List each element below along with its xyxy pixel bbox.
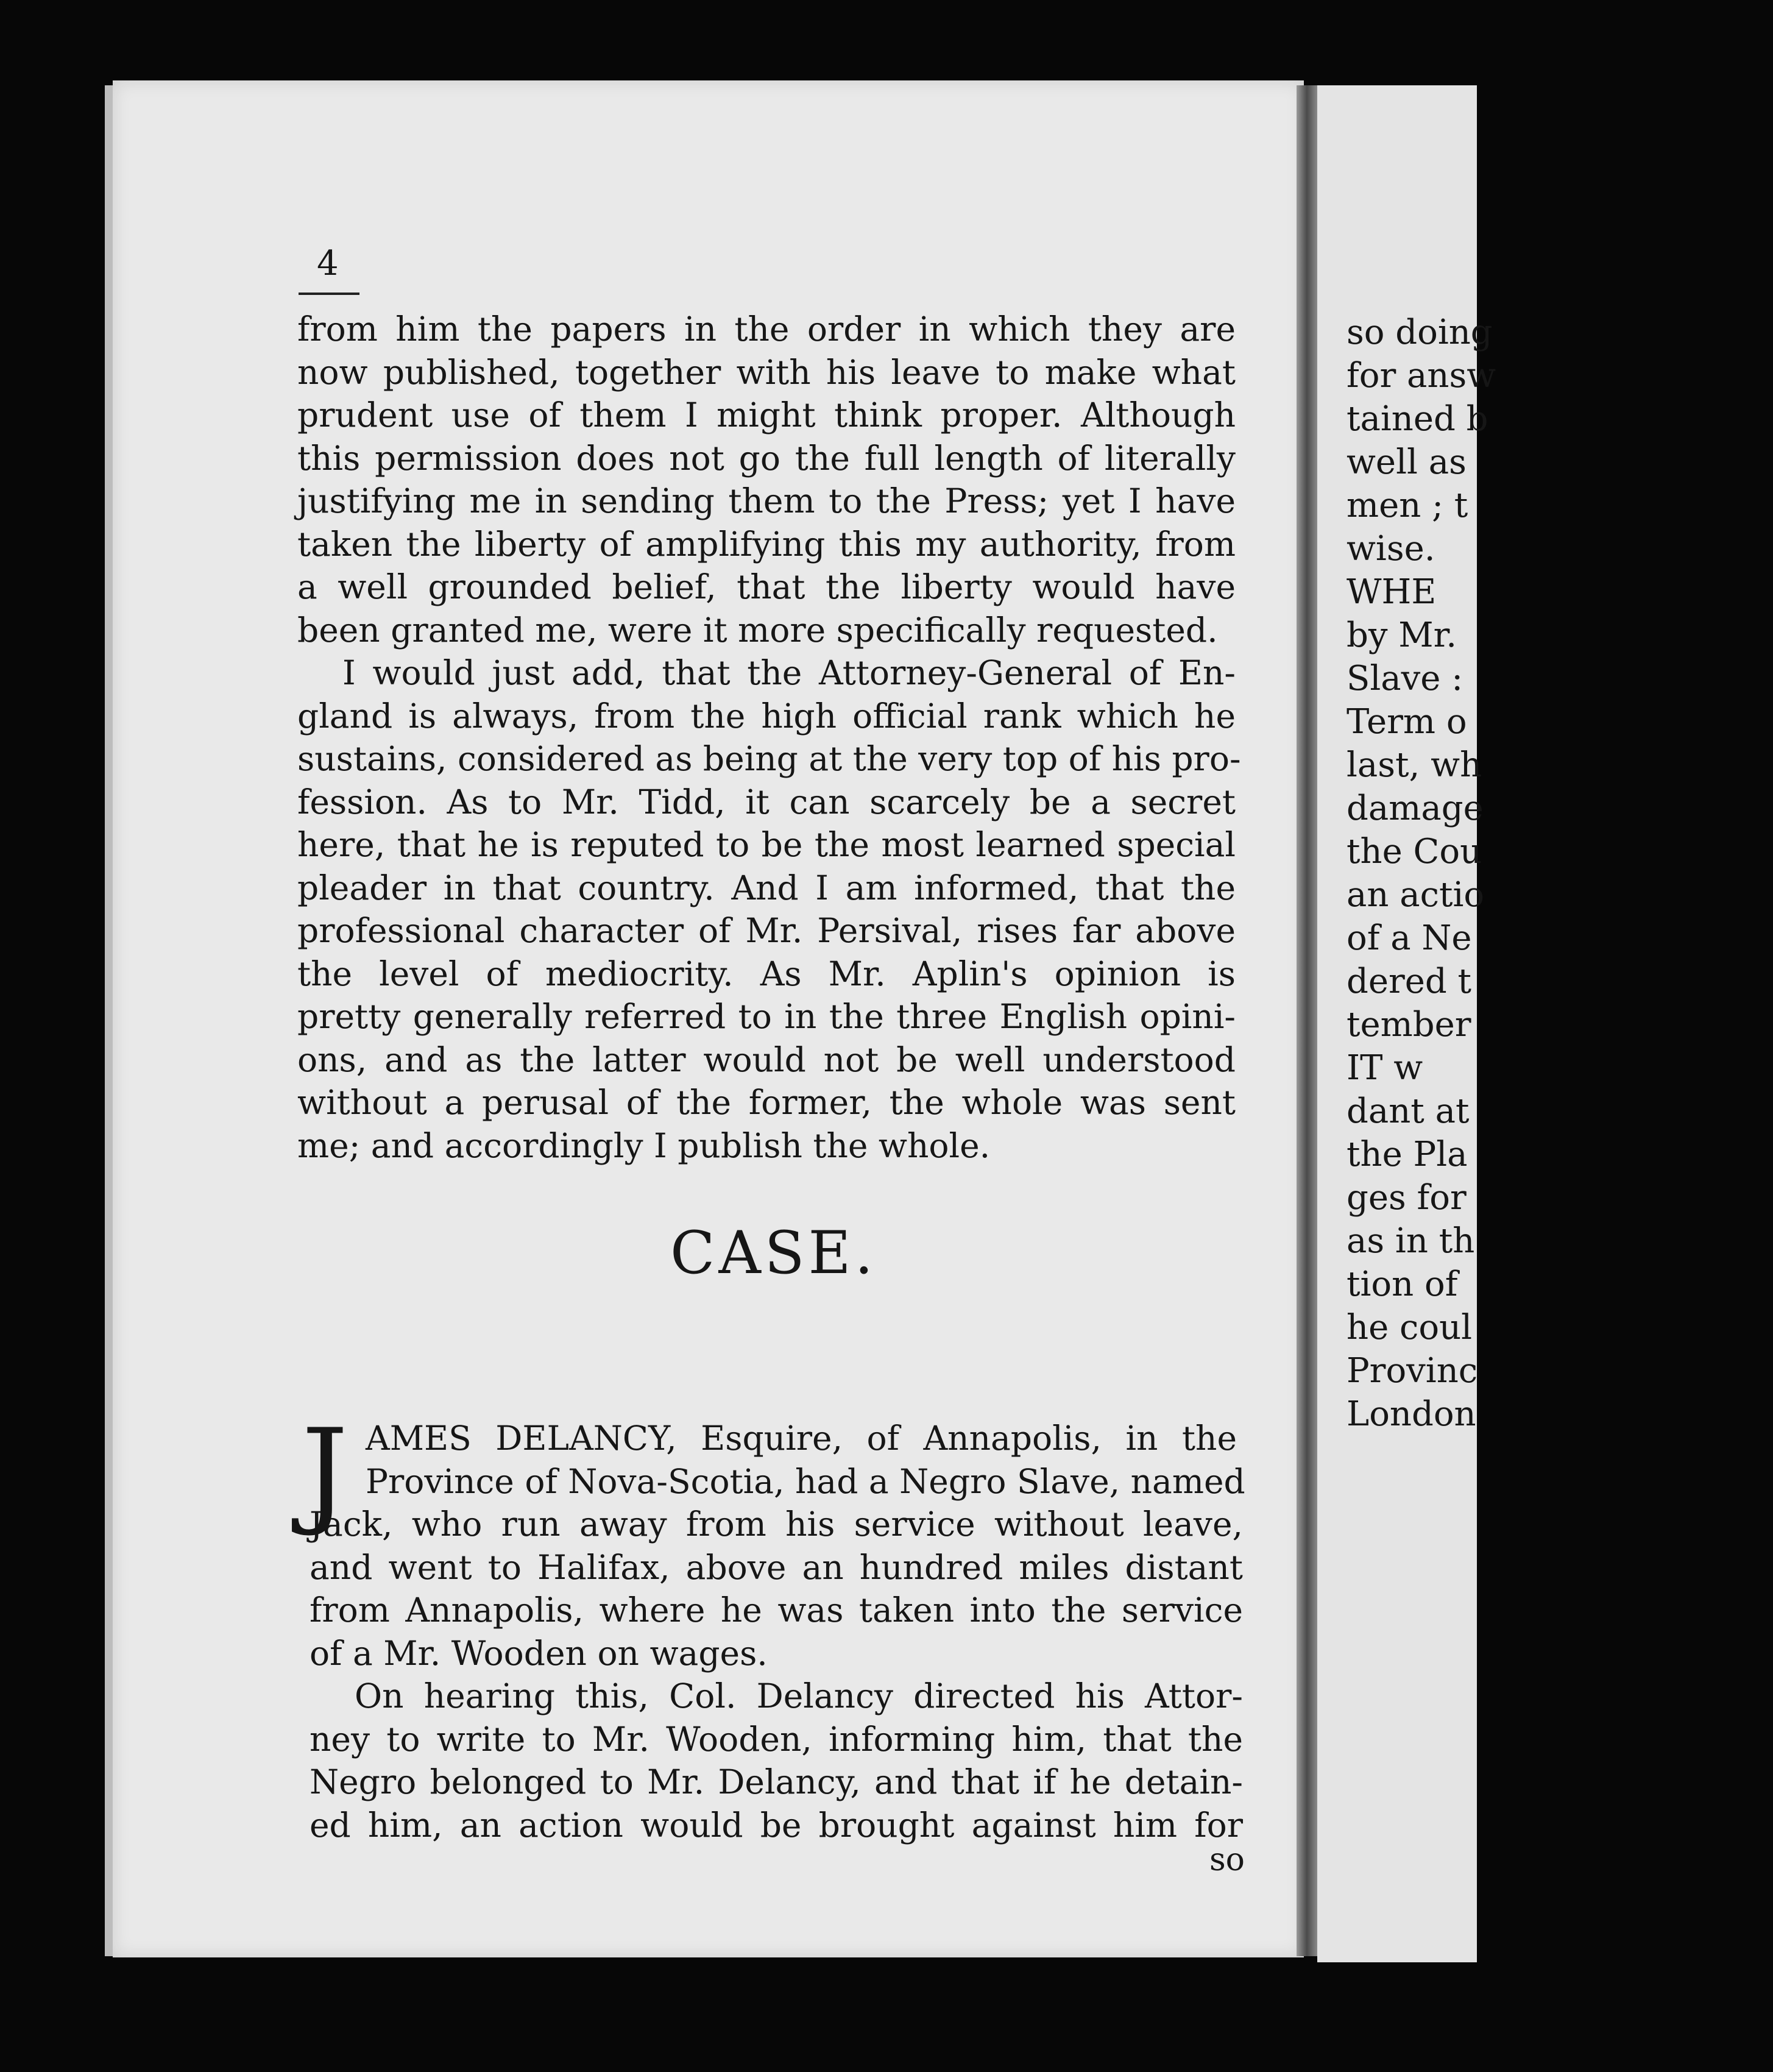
text-line: now published, together with his leave to make what bbox=[297, 352, 1236, 392]
text-line: taken the liberty of amplifying this my authority, from bbox=[297, 524, 1236, 564]
right-page-text bbox=[1347, 311, 1773, 1436]
right-line: he coul bbox=[1347, 1308, 1473, 1347]
right-line: the Cou bbox=[1347, 832, 1482, 871]
paragraph-3-opening bbox=[366, 1417, 1245, 1503]
right-line: ges for bbox=[1347, 1178, 1467, 1218]
right-page bbox=[1317, 85, 1496, 1962]
text-line: been granted me, were it more specifically requested. bbox=[297, 610, 1218, 650]
case-heading: CASE. bbox=[670, 1219, 877, 1287]
right-line: well as bbox=[1347, 442, 1467, 482]
page-number: 4 bbox=[317, 244, 339, 283]
drop-cap: J bbox=[302, 1404, 349, 1539]
right-line: last, wh bbox=[1347, 745, 1482, 785]
text-line: and went to Halifax, above an hundred miles distant bbox=[310, 1547, 1243, 1587]
right-line: an actio bbox=[1347, 875, 1485, 915]
text-line: ney to write to Mr. Wooden, informing him, that the bbox=[310, 1719, 1243, 1759]
text-line: justifying me in sending them to the Press; yet I have bbox=[297, 481, 1236, 520]
text-line: Jack, who run away from his service without leave, bbox=[310, 1505, 1243, 1544]
right-line: as in th bbox=[1347, 1221, 1475, 1261]
right-line: Term o bbox=[1347, 702, 1467, 742]
right-line: for answ bbox=[1347, 356, 1496, 396]
text-line: professional character of Mr. Persival, rises far above bbox=[297, 911, 1236, 950]
right-line: by Mr. bbox=[1347, 616, 1457, 655]
right-line: tember bbox=[1347, 1005, 1471, 1045]
book-gutter bbox=[1297, 85, 1317, 1956]
catchword: so bbox=[1209, 1842, 1245, 1878]
right-line: the Pla bbox=[1347, 1135, 1468, 1174]
right-line: tained b bbox=[1347, 399, 1488, 439]
text-line: AMES DELANCY, Esquire, of Annapolis, in the bbox=[366, 1419, 1237, 1458]
text-line: gland is always, from the high official rank which he bbox=[297, 696, 1236, 736]
text-line: sustains, considered as being at the very top of his pro- bbox=[297, 739, 1241, 778]
text-line: fession. As to Mr. Tidd, it can scarcely be a secret bbox=[297, 782, 1236, 821]
folio-rule bbox=[299, 293, 359, 295]
text-line: from Annapolis, where he was taken into the service bbox=[310, 1591, 1243, 1630]
right-line: WHE bbox=[1347, 572, 1437, 612]
text-line: of a Mr. Wooden on wages. bbox=[310, 1633, 768, 1673]
right-line: dered t bbox=[1347, 962, 1472, 1001]
text-line: the level of mediocrity. As Mr. Aplin's opinion is bbox=[297, 954, 1236, 993]
text-line: Negro belonged to Mr. Delancy, and that if he detain- bbox=[310, 1762, 1243, 1801]
text-line: ed him, an action would be brought against him for bbox=[310, 1805, 1243, 1845]
right-line: Provinc bbox=[1347, 1351, 1478, 1391]
text-line: ons, and as the latter would not be well understood bbox=[297, 1040, 1236, 1079]
paragraph-3 bbox=[310, 1503, 1243, 1675]
text-line: pleader in that country. And I am informed, that the bbox=[297, 868, 1236, 907]
paragraph-1 bbox=[297, 308, 1236, 651]
paragraph-2 bbox=[297, 651, 1241, 1167]
right-line: Slave : bbox=[1347, 659, 1463, 698]
right-line: London bbox=[1347, 1394, 1476, 1434]
right-line: dant at bbox=[1347, 1091, 1470, 1131]
right-line: IT w bbox=[1347, 1048, 1423, 1088]
text-line: I would just add, that the Attorney-General of En- bbox=[342, 653, 1236, 692]
text-line: here, that he is reputed to be the most learned special bbox=[297, 825, 1236, 864]
text-line: me; and accordingly I publish the whole. bbox=[297, 1126, 991, 1165]
right-line: of a Ne bbox=[1347, 918, 1472, 958]
text-line: pretty generally referred to in the three English opini- bbox=[297, 997, 1236, 1036]
text-line: without a perusal of the former, the whole was sent bbox=[297, 1083, 1236, 1122]
right-line: men ; t bbox=[1347, 486, 1468, 525]
text-line: a well grounded belief, that the liberty would have bbox=[297, 567, 1236, 606]
right-line: so doing bbox=[1347, 313, 1493, 352]
text-line: this permission does not go the full length of literally bbox=[297, 438, 1236, 478]
text-line: On hearing this, Col. Delancy directed his Attor- bbox=[355, 1676, 1243, 1715]
paragraph-4 bbox=[310, 1675, 1243, 1847]
text-line: from him the papers in the order in which they are bbox=[297, 310, 1236, 349]
right-line: tion of bbox=[1347, 1265, 1458, 1304]
right-line: damage bbox=[1347, 789, 1484, 828]
text-line: Province of Nova-Scotia, had a Negro Slave, named bbox=[366, 1461, 1245, 1501]
text-line: prudent use of them I might think proper. Although bbox=[297, 396, 1236, 435]
right-line: wise. bbox=[1347, 529, 1435, 569]
